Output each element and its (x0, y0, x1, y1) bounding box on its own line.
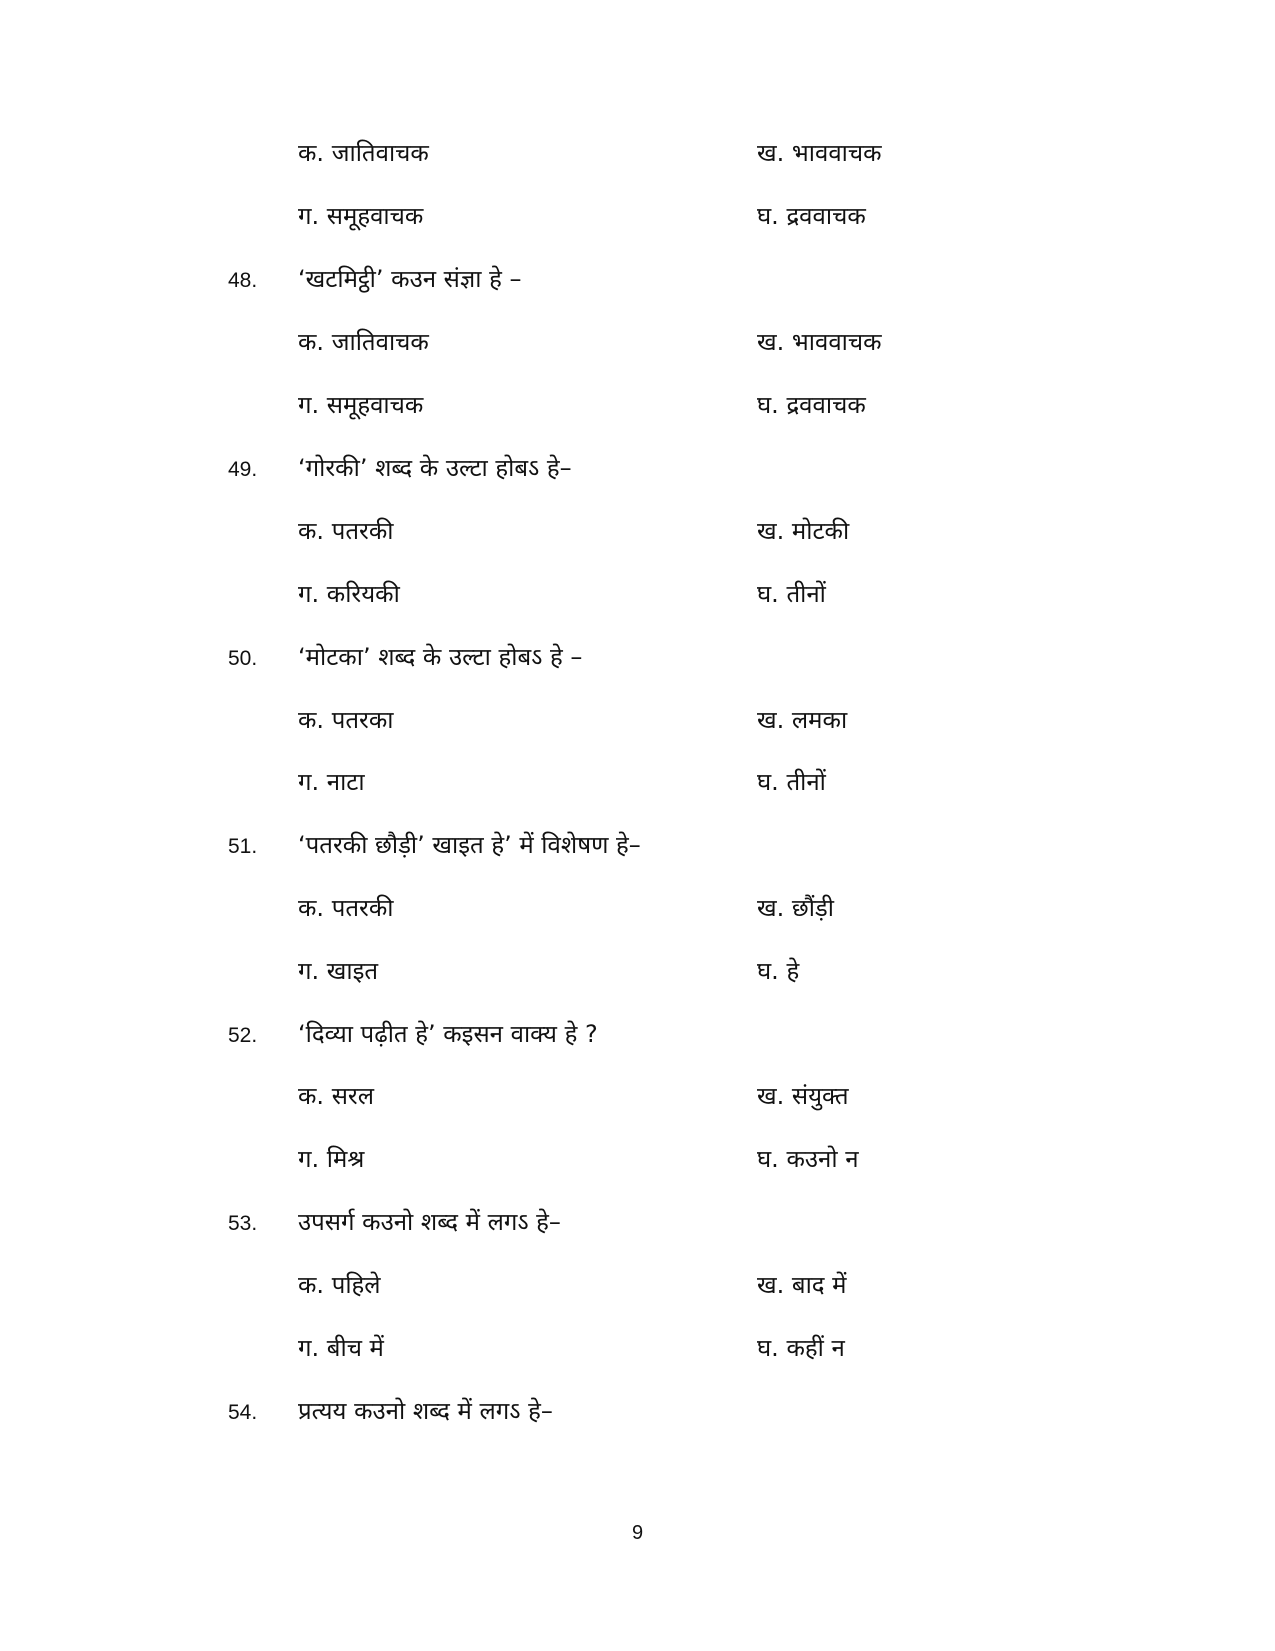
option-row (0, 1265, 1275, 1305)
question-text: प्रत्यय कउनो शब्द में लगऽ हे– (298, 1397, 553, 1425)
option-ga: ग. करियकी (298, 580, 400, 608)
option-gha: घ. कहीं न (757, 1334, 845, 1362)
question-48 (0, 259, 1275, 299)
question-text: ‘गोरकी’ शब्द के उल्टा होबऽ हे– (298, 454, 572, 482)
question-number: 51. (228, 835, 258, 858)
option-row (0, 1328, 1275, 1368)
question-text: ‘पतरकी छौड़ी’ खाइत हे’ में विशेषण हे– (298, 831, 641, 859)
option-row (0, 511, 1275, 551)
option-row (0, 196, 1275, 236)
option-row (0, 1139, 1275, 1179)
option-ga: ग. मिश्र (298, 1145, 365, 1173)
option-ga: ग. खाइत (298, 957, 379, 985)
question-number: 52. (228, 1024, 258, 1047)
option-kha: ख. लमका (757, 706, 848, 734)
option-ka: क. पतरकी (298, 894, 394, 922)
question-number: 54. (228, 1401, 258, 1424)
option-row (0, 888, 1275, 928)
question-number: 50. (228, 647, 258, 670)
option-ka: क. जातिवाचक (298, 328, 429, 356)
option-gha: घ. तीनों (757, 580, 826, 608)
option-row (0, 700, 1275, 740)
option-ga: ग. नाटा (298, 768, 365, 796)
question-number: 53. (228, 1212, 258, 1235)
option-row (0, 762, 1275, 802)
option-gha: घ. हे (757, 957, 800, 985)
option-ga: ग. समूहवाचक (298, 202, 424, 230)
question-text: ‘खटमिट्ठी’ कउन संज्ञा हे – (298, 265, 522, 293)
question-text: उपसर्ग कउनो शब्द में लगऽ हे– (298, 1208, 561, 1236)
question-54 (0, 1391, 1275, 1431)
option-gha: घ. द्रववाचक (757, 202, 866, 230)
question-text: ‘मोटका’ शब्द के उल्टा होबऽ हे – (298, 643, 583, 671)
question-text: ‘दिव्या पढ़ीत हे’ कइसन वाक्य हे ? (298, 1020, 598, 1048)
option-ga: ग. समूहवाचक (298, 391, 424, 419)
option-ka: क. जातिवाचक (298, 139, 429, 167)
option-row (0, 133, 1275, 173)
question-51 (0, 825, 1275, 865)
question-number: 48. (228, 269, 258, 292)
option-ka: क. सरल (298, 1082, 375, 1110)
question-49 (0, 448, 1275, 488)
option-gha: घ. द्रववाचक (757, 391, 866, 419)
option-kha: ख. भाववाचक (757, 139, 882, 167)
option-row (0, 322, 1275, 362)
option-ka: क. पतरकी (298, 517, 394, 545)
option-row (0, 574, 1275, 614)
option-ka: क. पतरका (298, 706, 394, 734)
option-kha: ख. मोटकी (757, 517, 850, 545)
option-row (0, 385, 1275, 425)
option-gha: घ. तीनों (757, 768, 826, 796)
option-row (0, 1076, 1275, 1116)
option-ka: क. पहिले (298, 1271, 381, 1299)
option-gha: घ. कउनो न (757, 1145, 859, 1173)
question-number: 49. (228, 458, 258, 481)
question-53 (0, 1202, 1275, 1242)
option-kha: ख. छौंड़ी (757, 894, 834, 922)
option-ga: ग. बीच में (298, 1334, 384, 1362)
option-row (0, 951, 1275, 991)
option-kha: ख. बाद में (757, 1271, 847, 1299)
option-kha: ख. संयुक्त (757, 1082, 849, 1110)
option-kha: ख. भाववाचक (757, 328, 882, 356)
page-number: 9 (631, 1522, 644, 1544)
question-52 (0, 1014, 1275, 1054)
question-50 (0, 637, 1275, 677)
